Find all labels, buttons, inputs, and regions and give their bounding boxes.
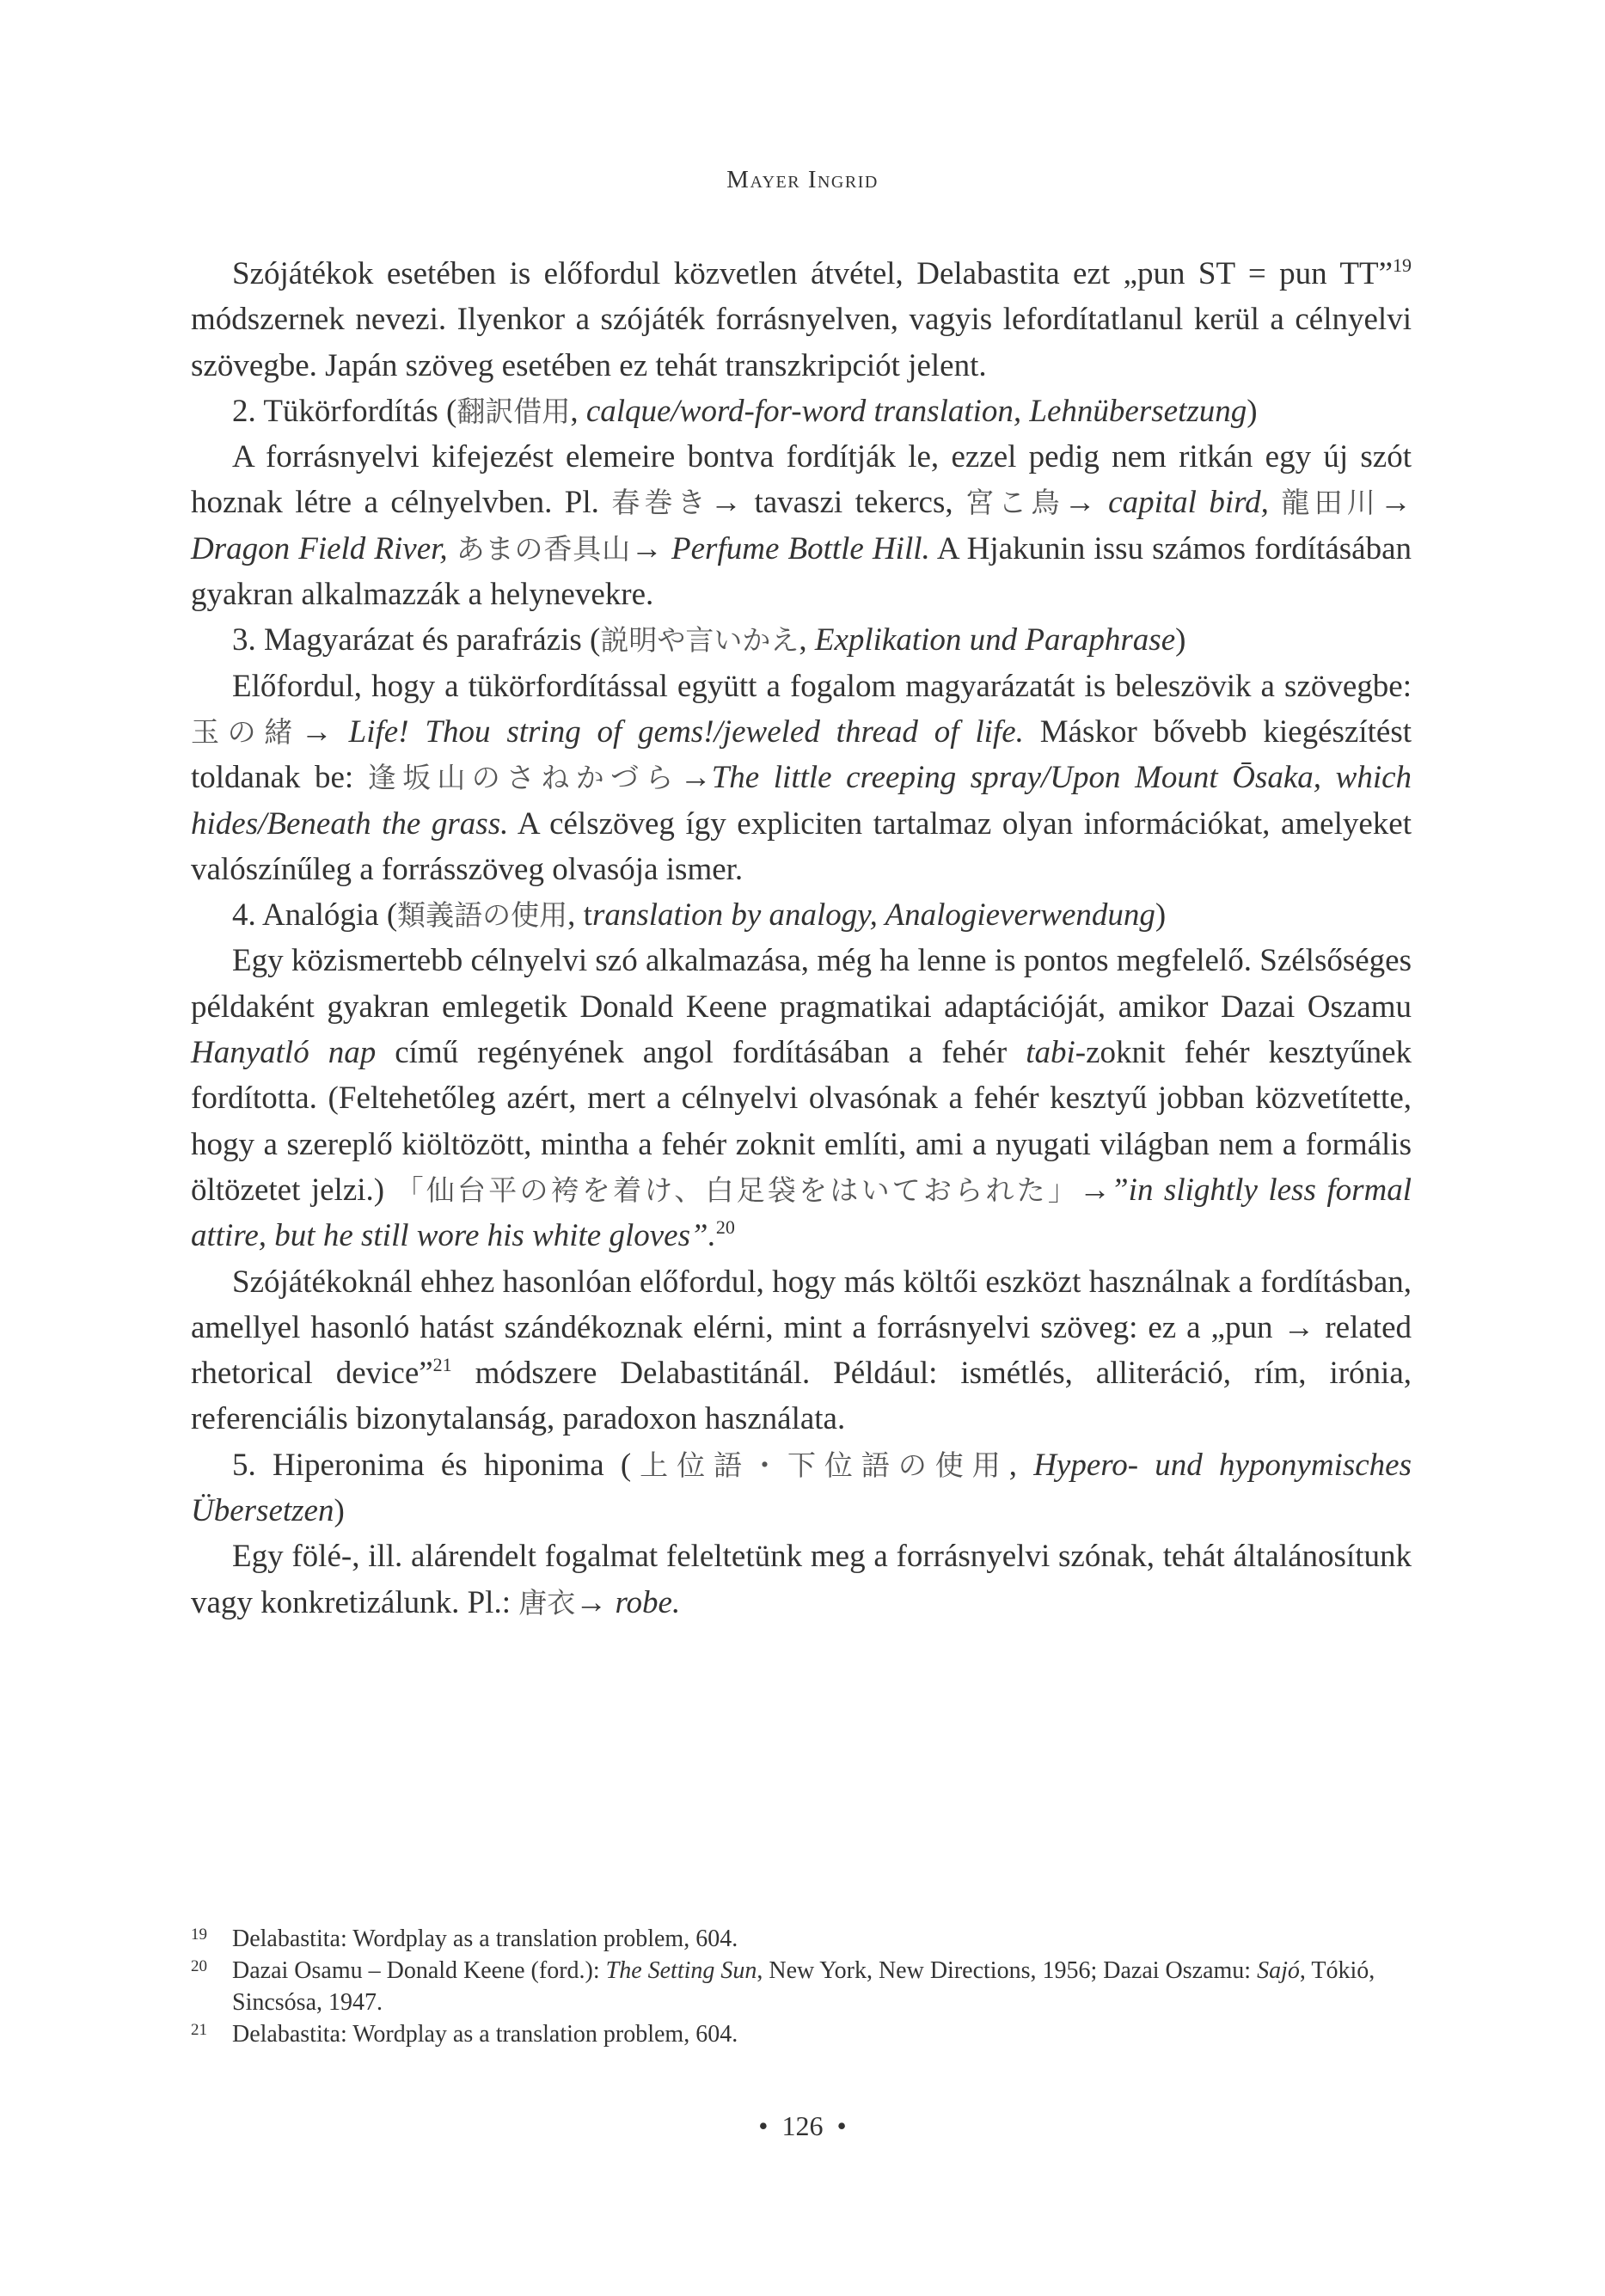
italic-term: Hypero- und hyponymisches Übersetzen xyxy=(191,1447,1412,1529)
text: 4. Analógia ( xyxy=(232,897,398,934)
text: Előfordul, hogy a tükörfordítással együtt a fogalom magyarázatát is beleszövik a szövegbe: xyxy=(232,668,1412,704)
italic-term: Life! Thou string of gems!/jeweled thread of life. xyxy=(348,713,1024,750)
italic-term: ranslation by analogy, Analogieverwendung xyxy=(591,897,1155,934)
italic-term: Perfume Bottle Hill. xyxy=(671,530,930,566)
heading-calque xyxy=(191,389,1412,434)
footnote-ref-19[interactable]: 19 xyxy=(1393,254,1412,276)
text: → tavaszi tekercs, xyxy=(709,485,966,521)
italic-quote: ”in slightly less formal attire, but he still wore his white gloves”. xyxy=(191,1172,1412,1254)
paragraph-calque xyxy=(191,434,1412,617)
text: → xyxy=(630,530,672,566)
text: ) xyxy=(334,1493,345,1529)
text: 3. Magyarázat és parafrázis ( xyxy=(232,622,601,658)
text: ) xyxy=(1175,622,1186,658)
text: A forrásnyelvi kifejezést elemeire bontva fordítják le, ezzel pedig nem ritkán egy új szót hoznak létre a célnyelvben. Pl. xyxy=(191,439,1412,521)
footnote-number: 21 xyxy=(191,2021,207,2039)
text: → xyxy=(1380,485,1412,521)
italic-term: capital bird, xyxy=(1108,485,1269,521)
footnote-ref-21[interactable]: 21 xyxy=(432,1354,452,1376)
japanese-term: 宮こ鳥 xyxy=(965,486,1064,520)
heading-explication xyxy=(191,617,1412,663)
text: Egy fölé-, ill. alárendelt fogalmat feleltetünk meg a forrásnyelvi szónak, tehát általánosítunk vagy konkretizálunk. Pl.: xyxy=(191,1539,1412,1620)
page-number-value: 126 xyxy=(781,2110,824,2141)
paragraph-rhetorical-device xyxy=(191,1259,1412,1442)
italic-term: robe. xyxy=(615,1584,681,1620)
japanese-term: 類義語の使用 xyxy=(397,898,568,933)
footnote-number: 19 xyxy=(191,1926,207,1944)
japanese-term: 説明や言いかえ xyxy=(600,623,799,658)
text: , Tókió, Sincsósa, 1947. xyxy=(232,1957,1375,2016)
text: A célszöveg így expliciten tartalmaz olyan információkat, amelyeket valószínűleg a forrásszöveg olvasója ismer. xyxy=(191,805,1412,887)
bullet-ornament-icon: • xyxy=(836,2110,847,2141)
footnote-number: 20 xyxy=(191,1957,207,1975)
japanese-term: 玉の緒 xyxy=(191,714,301,749)
text: -zoknit fehér kesztyűnek fordította. (Feltehetőleg azért, mert a célnyelvi olvasónak a fehér kesztyű jobban közvetítette, hogy a szereplő kiöltözött, mintha a fehér zoknit említi, ami a nyugati világban nem a formális öltözetet jelzi.) xyxy=(191,1035,1412,1208)
heading-analogy xyxy=(191,892,1412,938)
text: → xyxy=(679,760,712,796)
japanese-term: 唐衣 xyxy=(518,1585,576,1619)
page-number xyxy=(0,2110,1605,2142)
italic-term: calque/word-for-word translation, Lehnübersetzung xyxy=(585,393,1247,429)
footnote-ref-20[interactable]: 20 xyxy=(715,1216,735,1239)
footnotes xyxy=(191,1923,1412,2050)
japanese-term: 龍田川 xyxy=(1281,486,1380,520)
text xyxy=(448,531,456,566)
text: ) xyxy=(1247,393,1258,429)
text xyxy=(1269,485,1281,520)
text: 5. Hiperonima és hiponima ( xyxy=(232,1447,632,1483)
text: , xyxy=(799,622,815,658)
text: → xyxy=(300,713,349,750)
japanese-term: 逢坂山のさねかづら xyxy=(367,761,680,795)
italic-title: Hanyatló nap xyxy=(191,1035,377,1071)
italic-term: The little creeping spray/Upon Mount Ōsaka, which hides/Beneath the grass. xyxy=(191,760,1412,842)
text: A Hjakunin issu számos fordításában gyakran alkalmazzák a helynevekre. xyxy=(191,530,1412,613)
footnote-20 xyxy=(191,1955,1412,2018)
text: → xyxy=(1079,1172,1112,1208)
italic-term: Explikation und Paraphrase xyxy=(814,622,1176,658)
footnote-text: Delabastita: Wordplay as a translation problem, 604. xyxy=(232,1926,738,1952)
italic-term: Dragon Field River, xyxy=(191,530,448,566)
footnote-19 xyxy=(191,1923,1412,1955)
body-text xyxy=(191,251,1412,1626)
text: 2. Tükörfordítás ( xyxy=(232,393,457,429)
text: → xyxy=(575,1584,616,1620)
paragraph-hyperonym xyxy=(191,1534,1412,1626)
paragraph-analogy xyxy=(191,938,1412,1258)
footnote-21 xyxy=(191,2018,1412,2050)
japanese-term: あまの香具山 xyxy=(456,531,631,566)
japanese-quote: 「仙台平の袴を着け、白足袋をはいておられた」 xyxy=(395,1172,1080,1207)
text: ) xyxy=(1155,897,1167,934)
bullet-ornament-icon: • xyxy=(758,2110,769,2141)
text: Egy közismertebb célnyelvi szó alkalmazása, még ha lenne is pontos megfelelő. Szélsőséges példaként gyakran emlegetik Donald Keene pragmatikai adaptációját, amikor Dazai Oszamu xyxy=(191,943,1412,1025)
japanese-term: 翻訳借用 xyxy=(456,394,571,428)
italic-term: tabi xyxy=(1026,1035,1075,1071)
japanese-term: 上位語・下位語の使用 xyxy=(631,1448,1009,1482)
text: Máskor bővebb kiegészítést toldanak be: xyxy=(191,713,1412,796)
paragraph-explication xyxy=(191,664,1412,892)
text: Szójátékok esetében is előfordul közvetlen átvétel, Delabastita ezt „pun ST = pun TT” xyxy=(232,256,1393,291)
text: , t xyxy=(567,897,592,934)
paragraph-direct-borrowing xyxy=(191,251,1412,389)
text: módszernek nevezi. Ilyenkor a szójáték forrásnyelven, vagyis lefordítatlanul kerül a célnyelvi szövegbe. Japán szöveg esetében ez tehát transzkripciót jelent. xyxy=(191,302,1412,383)
footnote-text: Delabastita: Wordplay as a translation problem, 604. xyxy=(232,2021,738,2048)
japanese-term: 春巻き xyxy=(611,486,710,520)
heading-hyperonym xyxy=(191,1442,1412,1534)
text: , New York, New Directions, 1956; Dazai Oszamu: xyxy=(757,1957,1258,1984)
text: → xyxy=(1063,485,1109,521)
text: , xyxy=(1008,1447,1034,1483)
running-head: Mayer Ingrid xyxy=(726,166,879,193)
text: módszere Delabastitánál. Például: ismétlés, alliteráció, rím, irónia, referenciális bizonytalanság, paradoxon használata. xyxy=(191,1356,1412,1437)
footnote-text xyxy=(232,1955,1412,2018)
text: Dazai Osamu – Donald Keene (ford.): xyxy=(232,1957,606,1984)
text: című regényének angol fordításában a fehér xyxy=(376,1035,1026,1071)
italic-title: Sajó xyxy=(1257,1957,1300,1984)
text: , xyxy=(570,393,586,429)
italic-title: The Setting Sun xyxy=(605,1957,757,1984)
text: Szójátékoknál ehhez hasonlóan előfordul, hogy más költői eszközt használnak a fordításban, amellyel hasonló hatást szándékoznak elérni, mint a forrásnyelvi szöveg: ez a „pun → related rhetorical device” xyxy=(191,1264,1412,1392)
